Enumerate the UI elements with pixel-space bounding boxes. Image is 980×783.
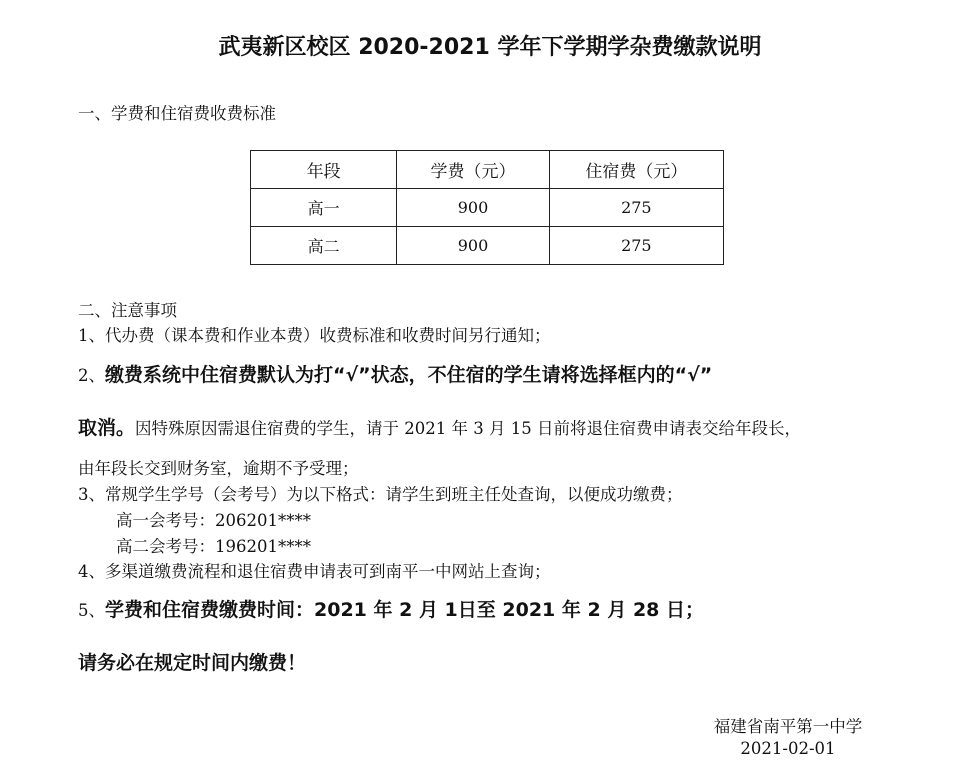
table-cell: 高一 [251, 189, 397, 227]
note-item-1: 1、代办费（课本费和作业本费）收费标准和收费时间另行通知； [78, 326, 551, 345]
note-item-3: 3、常规学生学号（会考号）为以下格式：请学生到班主任处查询，以便成功缴费； [78, 485, 683, 504]
note-item-2-line1 [78, 360, 712, 387]
table-cell: 275 [549, 227, 723, 265]
signature-school: 福建省南平第一中学 [713, 717, 863, 736]
note-item-3-sub1: 高一会考号：206201**** [116, 511, 311, 530]
note-item-2-line3: 由年段长交到财务室，逾期不予受理； [78, 459, 359, 478]
note-item-5 [78, 595, 704, 622]
note-item-3-sub2: 高二会考号：196201**** [116, 537, 311, 556]
table-cell: 900 [397, 189, 549, 227]
table-cell: 高二 [251, 227, 397, 265]
table-cell: 275 [549, 189, 723, 227]
header-tuition: 学费（元） [397, 151, 549, 189]
note-item-4: 4、多渠道缴费流程和退住宿费申请表可到南平一中网站上查询； [78, 562, 551, 581]
note-item-2-bold-start: 取消。 [78, 417, 136, 439]
note-item-2-number: 2、 [78, 366, 105, 385]
fee-table [250, 150, 724, 265]
note-item-5-number: 5、 [78, 601, 105, 620]
section2-heading: 二、注意事项 [78, 301, 177, 320]
table-row [251, 189, 724, 227]
note-item-2-bold: 缴费系统中住宿费默认为打“√”状态，不住宿的学生请将选择框内的“√” [105, 364, 713, 386]
table-cell: 900 [397, 227, 549, 265]
note-item-5-bold: 学费和住宿费缴费时间：2021 年 2 月 1日至 2021 年 2 月 28 日； [105, 599, 705, 621]
document-title: 武夷新区校区 2020-2021 学年下学期学杂费缴款说明 [218, 35, 762, 60]
note-item-2-rest: 因特殊原因需退住宿费的学生，请于 2021 年 3 月 15 日前将退住宿费申请表交给年段长， [135, 419, 801, 438]
note-item-2-line2 [78, 413, 801, 440]
signature-date: 2021-02-01 [740, 739, 836, 758]
section1-heading: 一、学费和住宿费收费标准 [78, 104, 276, 123]
table-row [251, 227, 724, 265]
payment-reminder: 请务必在规定时间内缴费！ [78, 652, 307, 674]
table-header-row [251, 151, 724, 189]
header-dorm-fee: 住宿费（元） [549, 151, 723, 189]
header-grade: 年段 [251, 151, 397, 189]
